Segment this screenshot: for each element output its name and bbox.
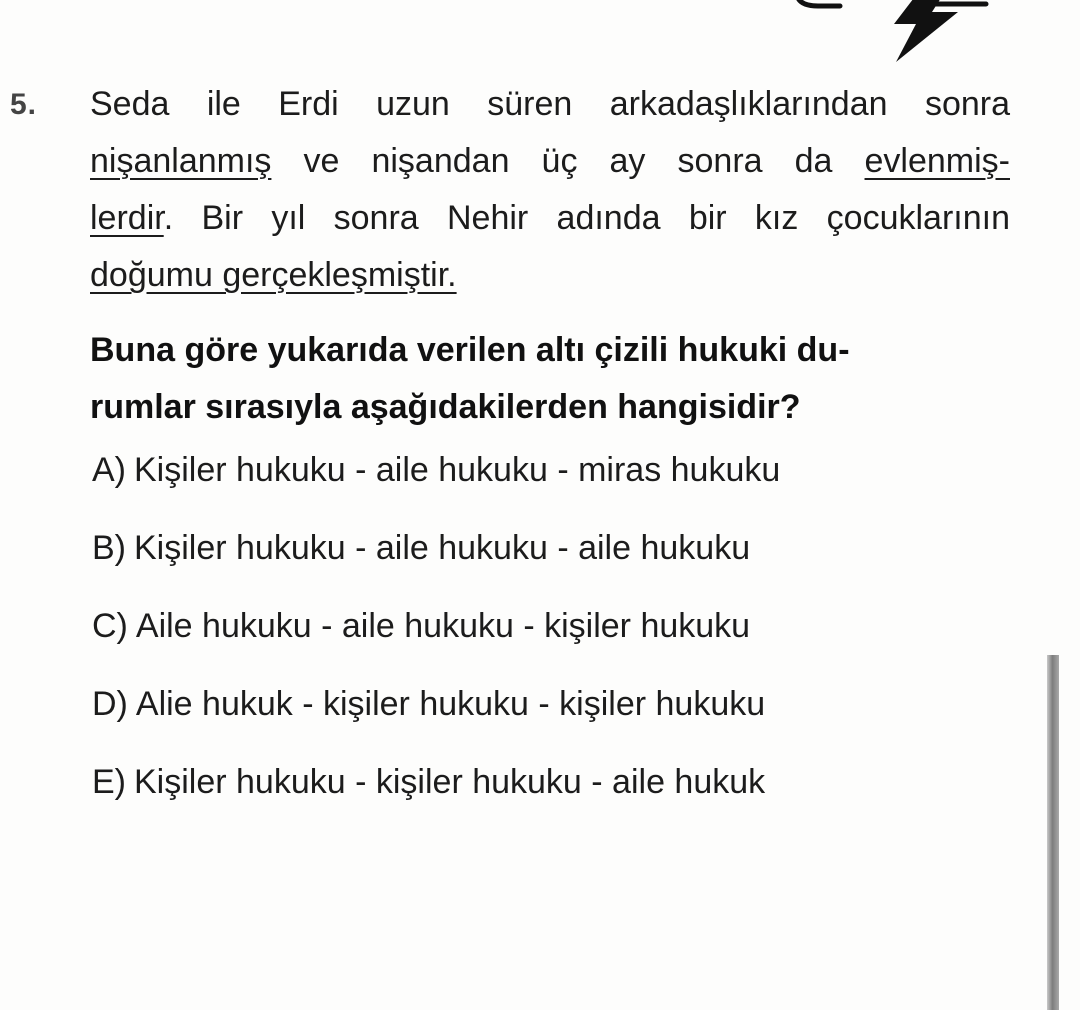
option-text: Kişiler hukuku - kişiler hukuku - aile hukuk — [134, 763, 766, 801]
prompt-line-2: rumlar sırasıyla aşağıdakilerden hangisidir? — [90, 388, 801, 426]
question-number: 5. — [10, 88, 38, 121]
option-b[interactable] — [92, 528, 780, 606]
answer-options — [92, 450, 780, 840]
question-prompt — [90, 322, 1010, 436]
question-stem — [90, 76, 1010, 304]
lightning-logo-icon — [780, 0, 1010, 70]
option-text: Alie hukuk - kişiler hukuku - kişiler hukuku — [135, 685, 766, 723]
option-e[interactable] — [92, 762, 780, 840]
option-letter: D) — [92, 685, 128, 723]
underlined-term-engagement: nişanlanmış — [90, 142, 272, 180]
stem-line-2 — [90, 133, 1010, 190]
option-d[interactable] — [92, 684, 780, 762]
option-letter: C) — [92, 607, 128, 645]
page-edge-shadow — [1047, 655, 1059, 1010]
underlined-term-birth: doğumu gerçekleşmiştir. — [90, 256, 457, 294]
option-letter: B) — [92, 529, 126, 567]
stem-text: . Bir yıl sonra Nehir adında bir kız çocuklarının — [163, 199, 1010, 237]
prompt-line-1: Buna göre yukarıda verilen altı çizili hukuki du- — [90, 331, 850, 369]
option-text: Kişiler hukuku - aile hukuku - miras hukuku — [134, 451, 781, 489]
stem-line-3 — [90, 190, 1010, 247]
underlined-term-marriage: evlenmiş- — [864, 142, 1010, 180]
option-c[interactable] — [92, 606, 780, 684]
stem-text: ve nişandan üç ay sonra da — [271, 142, 865, 180]
option-letter: E) — [92, 763, 126, 801]
option-text: Aile hukuku - aile hukuku - kişiler hukuku — [135, 607, 751, 645]
option-text: Kişiler hukuku - aile hukuku - aile hukuku — [134, 529, 751, 567]
stem-line-4 — [90, 247, 1010, 304]
option-letter: A) — [92, 451, 126, 489]
option-a[interactable] — [92, 450, 780, 528]
stem-line-1: Seda ile Erdi uzun süren arkadaşlıklarından sonra — [90, 85, 1010, 123]
underlined-term-marriage-cont: lerdir — [90, 199, 164, 237]
